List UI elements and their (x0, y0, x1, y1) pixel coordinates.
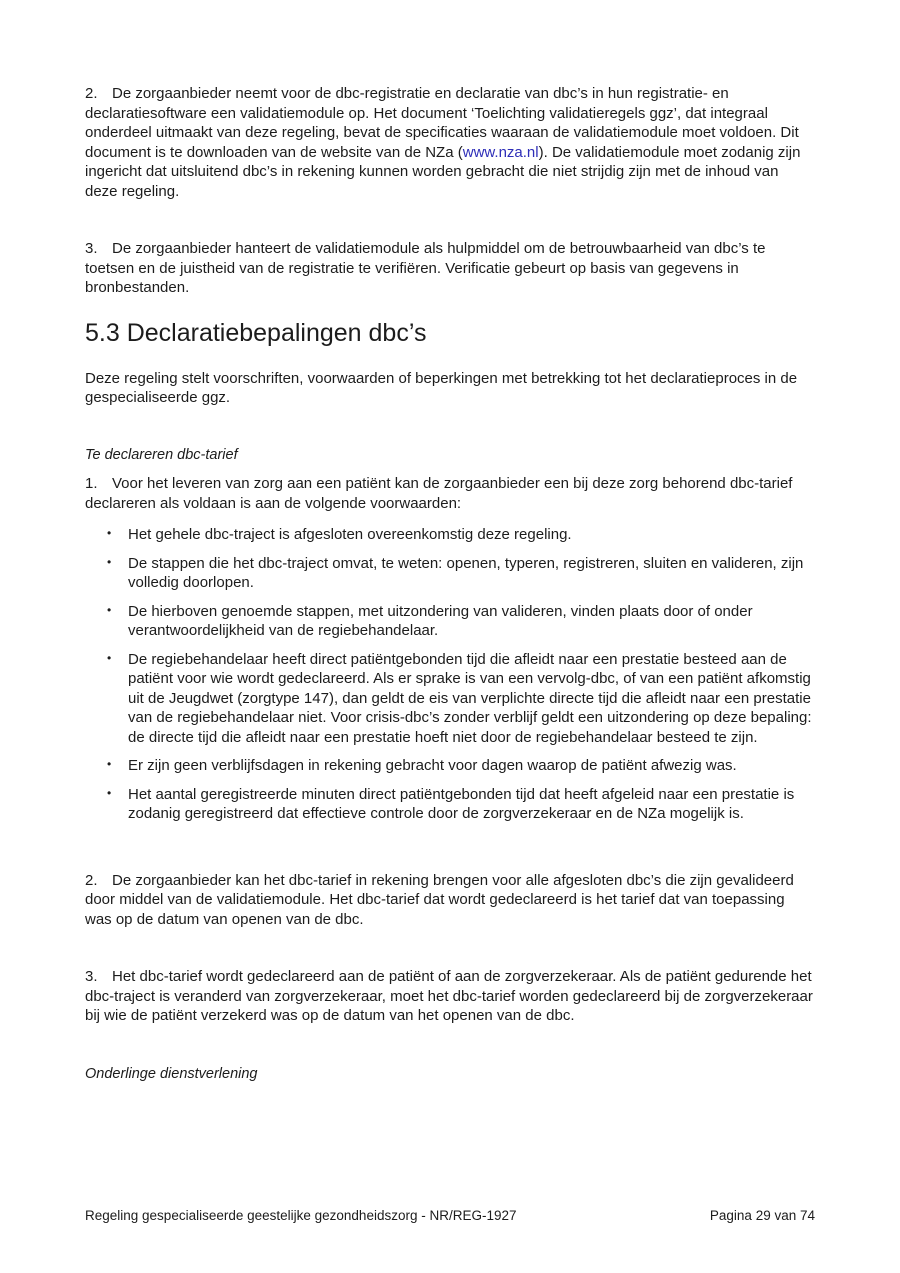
paragraph-text: Voor het leveren van zorg aan een patiënt kan de zorgaanbieder een bij deze zorg behorend dbc-tarief declareren als voldaan is aan de volgende voorwaarden: (85, 475, 793, 512)
item-number: 3. (85, 968, 98, 985)
paragraph-text: Het dbc-tarief wordt gedeclareerd aan de patiënt of aan de zorgverzekeraar. Als de patiënt gedurende het dbc-traject is veranderd van zorgverzekeraar, moet het dbc-tarief worden gedeclareerd bij de zorgverzekeraar bij wie de patiënt verzekerd was op de datum van het openen van de dbc. (85, 968, 813, 1024)
condition-text: Het aantal geregistreerde minuten direct patiëntgebonden tijd dat heeft afgeleid naar een prestatie is zodanig geregistreerd dat effectieve controle door de zorgverzekeraar en de NZa mogelijk is. (128, 785, 795, 822)
paragraph-text-before-link: De zorgaanbieder neemt voor de dbc-registratie en declaratie van dbc’s in hun registratie- en declaratiesoftware een validatiemodule op. Het document ‘Toelichting validatieregels ggz’, dat integraal onderdeel uitmaakt van deze regeling, bevat de specificaties waaraan de validatiemodule moet voldoen. Dit document is te downloaden van de website van de NZa ( (85, 85, 799, 161)
page-footer (85, 1207, 815, 1224)
condition-text: De stappen die het dbc-traject omvat, te weten: openen, typeren, registreren, sluiten en valideren, zijn volledig doorlopen. (128, 554, 804, 591)
paragraph-text: De zorgaanbieder kan het dbc-tarief in rekening brengen voor alle afgesloten dbc’s die zijn gevalideerd door middel van de validatiemodule. Het dbc-tarief dat wordt gedeclareerd is het tarief dat van toepassing was op de datum van openen van de dbc. (85, 871, 794, 928)
item-number: 2. (85, 85, 98, 102)
list-item (105, 525, 815, 545)
paragraph-text: De zorgaanbieder hanteert de validatiemodule als hulpmiddel om de betrouwbaarheid van dbc’s te toetsen en de juistheid van de registratie te verifiëren. Verificatie gebeurt op basis van gegevens in bronbestanden. (85, 240, 766, 296)
condition-text: De hierboven genoemde stappen, met uitzondering van valideren, vinden plaats door of onder verantwoordelijkheid van de regiebehandelaar. (128, 602, 753, 639)
item-number: 1. (85, 475, 98, 492)
condition-text: De regiebehandelaar heeft direct patiëntgebonden tijd die afleidt naar een prestatie besteed aan de patiënt voor wie wordt gedeclareerd. Als er sprake is van een vervolg-dbc, of van een patiënt afkomstig uit de Jeugdwet (zorgtype 147), dan geldt de eis van verplichte directe tijd die afleidt naar een prestatie van de regiebehandelaar niet. Voor crisis-dbc’s zonder verblijf geldt een uitzondering op deze bepaling: de directe tijd die afleidt naar een prestatie hoeft niet door de regiebehandelaar besteed te zijn. (128, 650, 812, 746)
condition-text: Er zijn geen verblijfsdagen in rekening gebracht voor dagen waarop de patiënt afwezig was. (128, 757, 737, 774)
list-item (105, 785, 815, 824)
section-heading: 5.3 Declaratiebepalingen dbc’s (85, 318, 427, 347)
paragraph-validatiemodule (85, 84, 815, 201)
item-number: 2. (85, 871, 98, 889)
subheading-te-declareren: Te declareren dbc-tarief (85, 446, 238, 463)
paragraph-text-after-link: ). De validatiemodule moet zodanig zijn ingericht dat uitsluitend dbc’s in rekening kunnen worden gebracht die niet strijdig zijn met de inhoud van deze regeling. (85, 143, 801, 200)
paragraph-hulpmiddel (85, 239, 815, 298)
footer-page-indicator: Pagina 29 van 74 (709, 1208, 815, 1223)
condition-text: Het gehele dbc-traject is afgesloten overeenkomstig deze regeling. (128, 526, 572, 543)
paragraph-rekening-brengen (85, 871, 815, 930)
section-intro: Deze regeling stelt voorschriften, voorwaarden of beperkingen met betrekking tot het declaratieproces in de gespecialiseerde ggz. (85, 369, 798, 406)
list-item (105, 756, 815, 776)
list-item (105, 554, 815, 593)
list-item (105, 650, 815, 748)
list-item (105, 602, 815, 641)
nza-website-link[interactable]: www.nza.nl (462, 143, 539, 161)
footer-document-title: Regeling gespecialiseerde geestelijke gezondheidszorg - NR/REG-1927 (85, 1208, 517, 1223)
item-number: 3. (85, 240, 98, 257)
conditions-list (85, 525, 815, 824)
paragraph-voorwaarden (85, 474, 815, 513)
paragraph-gedeclareerd (85, 967, 815, 1026)
subheading-onderlinge-dienstverlening: Onderlinge dienstverlening (85, 1065, 258, 1082)
